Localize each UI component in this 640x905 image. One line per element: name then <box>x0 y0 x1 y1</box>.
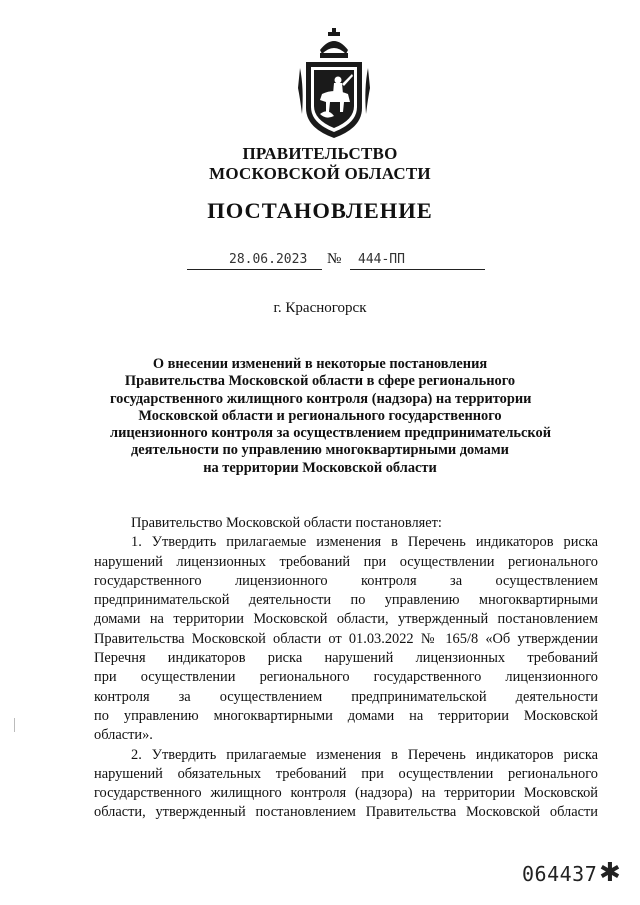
subject-line: Правительства Московской области в сфере регионального <box>124 373 516 390</box>
scan-mark <box>14 718 15 732</box>
body-line: государственного жилищного контроля (надзора) на территории Московской <box>94 785 598 802</box>
subject-line: государственного жилищного контроля (надзора) на территории <box>110 390 532 407</box>
body-line: контроля за осуществлением предпринимательской деятельности <box>94 688 598 705</box>
coat-of-arms-icon <box>298 28 370 140</box>
body-line: нарушений обязательных требований при осуществлении регионального <box>94 765 598 782</box>
document-body <box>94 514 598 823</box>
subject-line: деятельности по управлению многоквартирными домами <box>131 442 509 459</box>
subject-line: лицензионного контроля за осуществлением предпринимательской <box>110 425 551 442</box>
body-line: при осуществлении регионального государственного лицензионного <box>94 669 598 686</box>
date-value: 28.06.2023 <box>229 252 308 267</box>
subject-line: О внесении изменений в некоторые постановления <box>152 356 488 372</box>
document-type: ПОСТАНОВЛЕНИЕ <box>207 198 433 223</box>
page-id: 064437 <box>522 862 598 886</box>
body-line: Перечня индикаторов риска нарушений лицензионных требований <box>94 650 598 667</box>
number-sign: № <box>327 251 342 267</box>
body-line: Правительство Московской области постановляет: <box>131 515 442 531</box>
date-field <box>187 250 322 270</box>
body-line: 2. Утвердить прилагаемые изменения в Перечень индикаторов риска <box>131 746 598 763</box>
body-line: по управлению многоквартирными домами на территории Московской <box>94 707 598 724</box>
body-line: предпринимательской деятельности по управлению многоквартирными <box>94 592 598 609</box>
body-line: области». <box>94 727 153 744</box>
body-line: нарушений лицензионных требований при осуществлении регионального <box>94 553 598 570</box>
number-value: 444-ПП <box>358 252 405 267</box>
document-subject <box>110 356 551 477</box>
asterisk-icon: ✱ <box>599 858 621 888</box>
body-line: 1. Утвердить прилагаемые изменения в Перечень индикаторов риска <box>131 534 598 551</box>
subject-line: Московской области и регионального государственного <box>138 407 502 424</box>
body-line: государственного лицензионного контроля за осуществлением <box>94 572 598 589</box>
city: г. Красногорск <box>273 300 367 316</box>
government-title: ПРАВИТЕЛЬСТВО <box>242 144 398 163</box>
body-line: Правительства Московской области от 01.03.2022 № 165/8 «Об утверждении <box>94 630 598 647</box>
subject-line: на территории Московской области <box>203 459 437 476</box>
body-line: домами на территории Московской области, утвержденный постановлением <box>94 611 598 628</box>
government-region: МОСКОВСКОЙ ОБЛАСТИ <box>209 164 431 183</box>
body-line: области, утвержденный постановлением Правительства Московской области <box>94 804 598 821</box>
number-field <box>350 250 485 270</box>
